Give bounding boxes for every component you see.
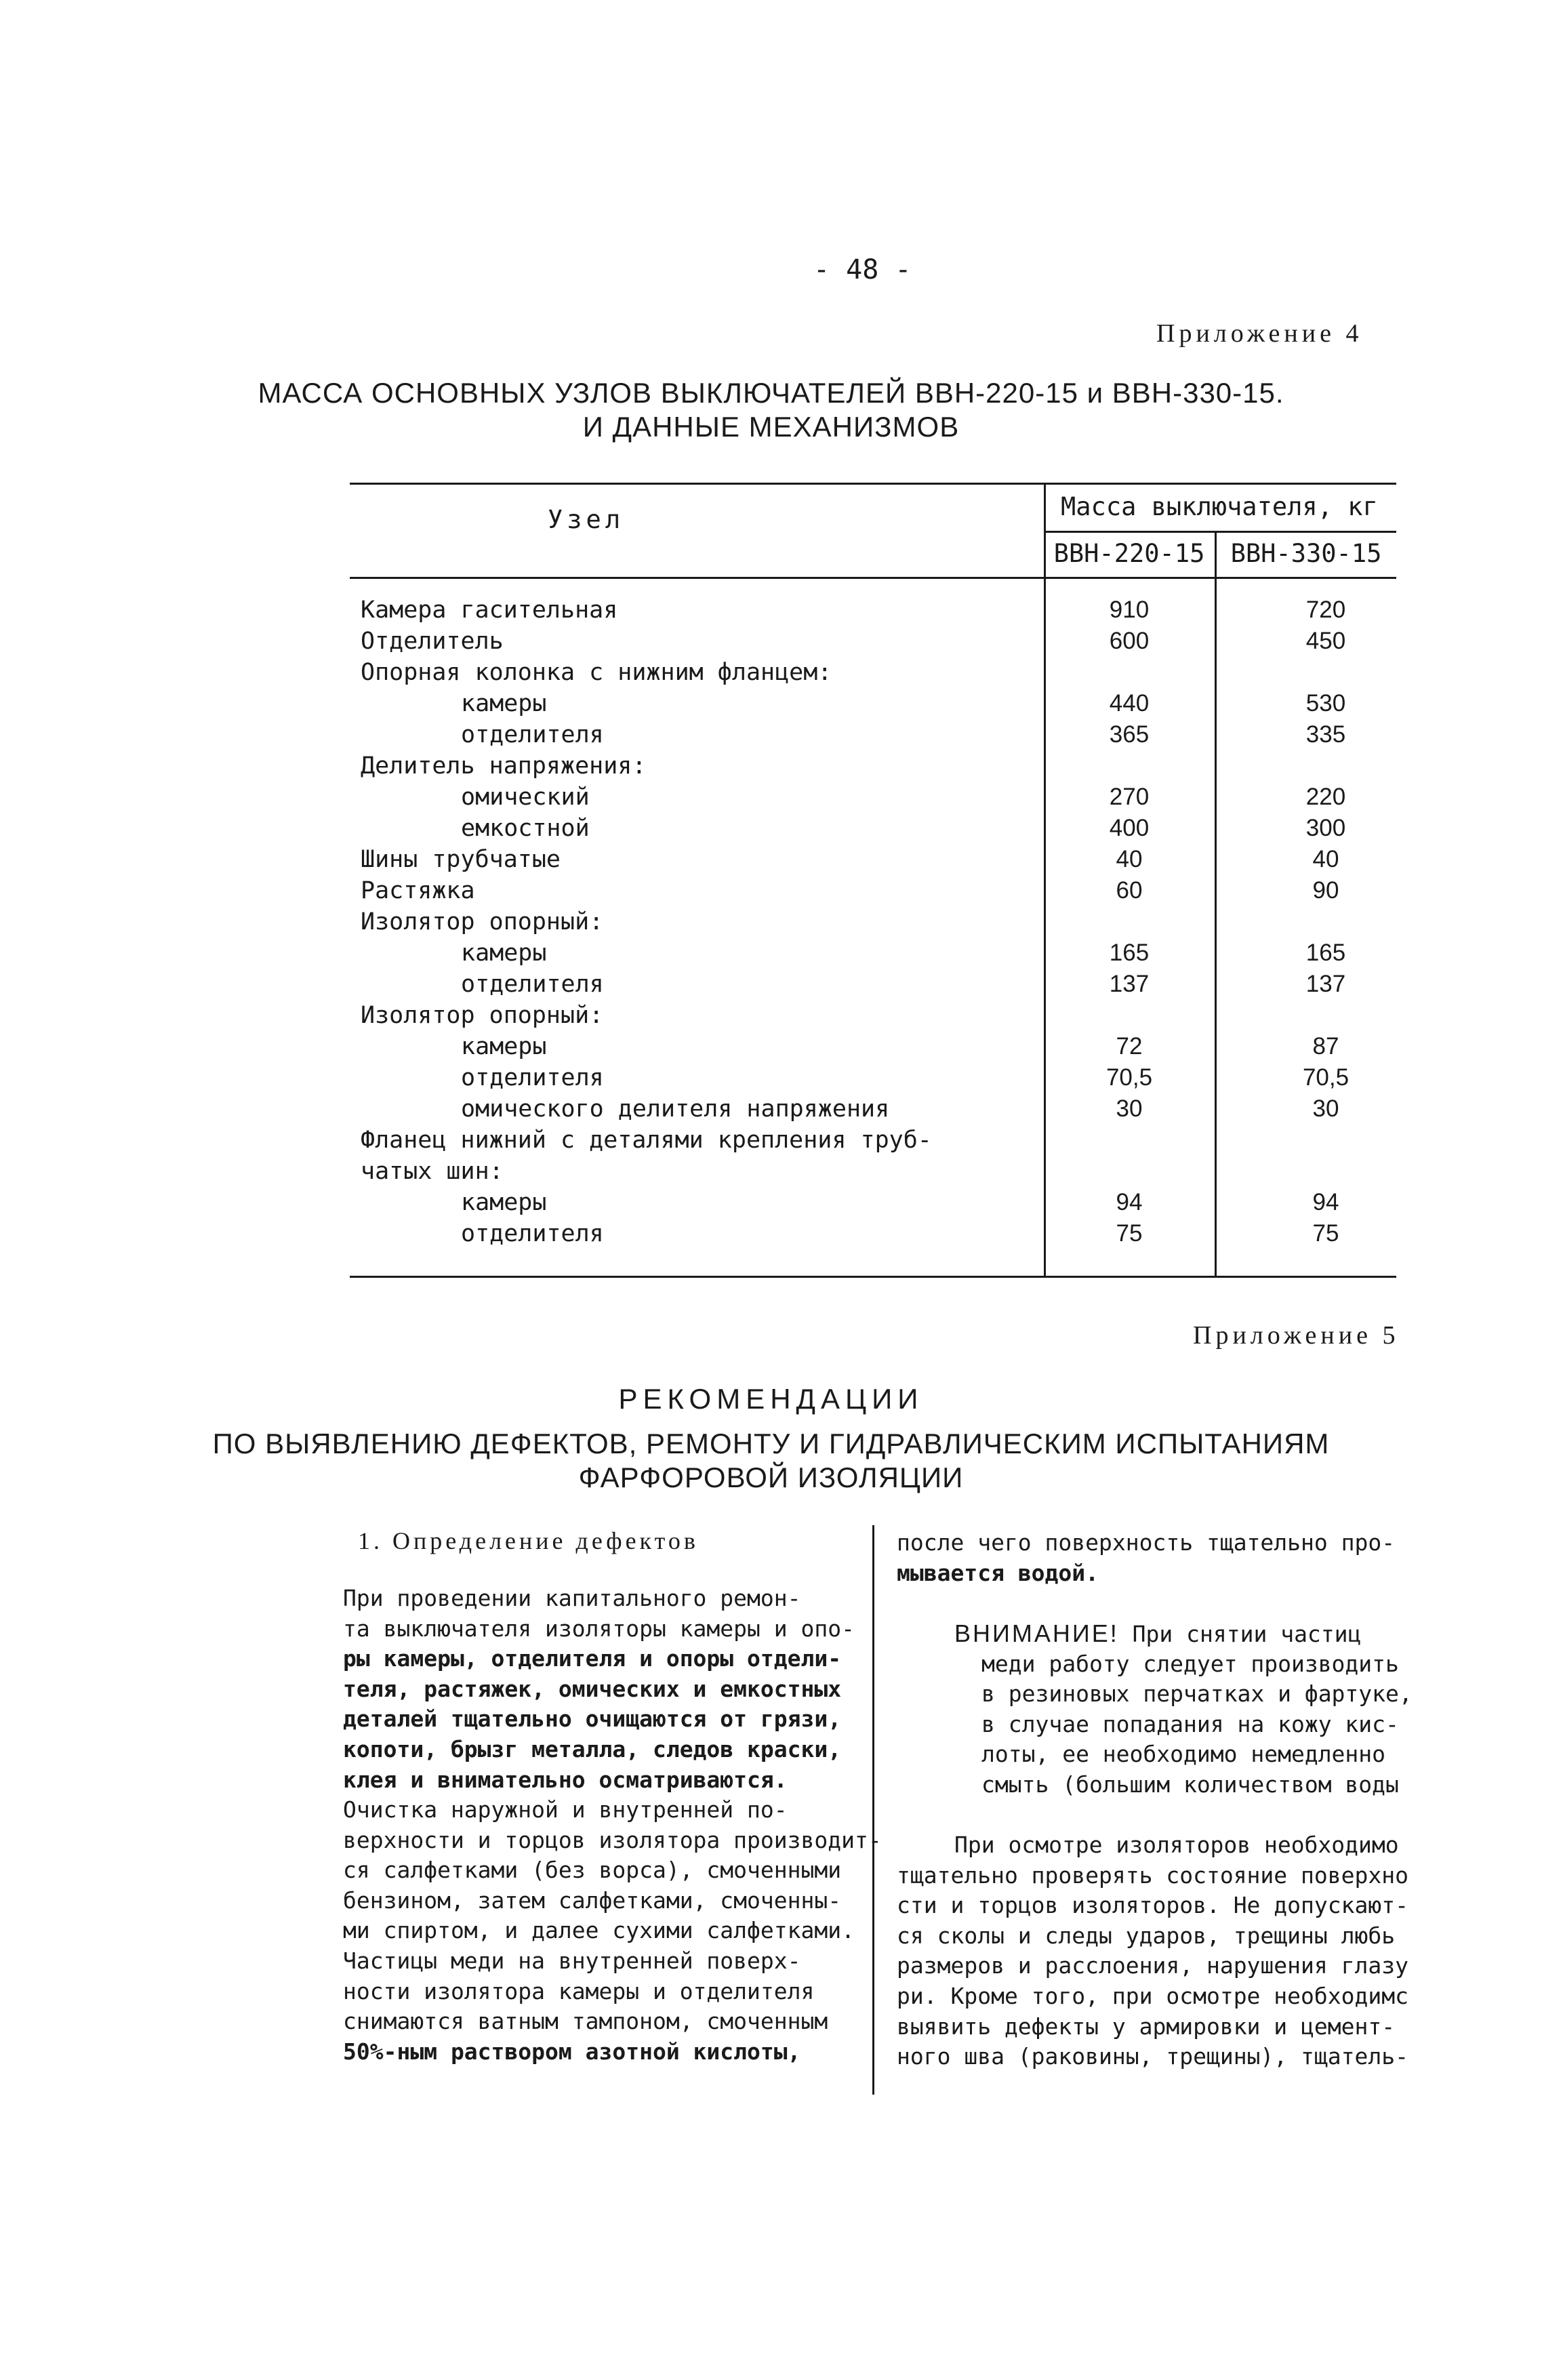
- table-row-label: Фланец нижний с деталями крепления труб-: [361, 1127, 932, 1154]
- text-line: тщательно проверять состояние поверхно: [897, 1861, 1408, 1889]
- table-row-label: чатых шин:: [361, 1158, 504, 1185]
- table-cell-vvn330: 40: [1312, 846, 1339, 872]
- text-line: ры камеры, отделителя и опоры отдели-: [343, 1645, 842, 1672]
- table-cell-vvn220: 72: [1116, 1033, 1143, 1060]
- left-paragraph-2: [343, 1795, 882, 1946]
- table-cell-vvn330: 220: [1305, 784, 1346, 810]
- text-line: клея и внимательно осматриваются.: [343, 1766, 788, 1793]
- text-line: смыть (большим количеством воды: [981, 1771, 1399, 1798]
- text-line: ности изолятора камеры и отделителя: [343, 1977, 815, 2004]
- table-row-label: камеры: [461, 940, 547, 967]
- text-line: после чего поверхность тщательно про-: [897, 1529, 1396, 1556]
- table-cell-vvn220: 94: [1116, 1189, 1143, 1215]
- table-row-label: отделителя: [461, 971, 604, 998]
- table-cell-vvn330: 70,5: [1302, 1064, 1350, 1091]
- table-row-label: отделителя: [461, 1064, 604, 1091]
- table-cell-vvn220: 600: [1109, 628, 1150, 654]
- table-row-label: емкостной: [461, 815, 590, 842]
- table-col-divider-1: [1044, 483, 1046, 1277]
- text-line: При проведении капитального ремон-: [343, 1585, 801, 1611]
- section-heading: 1. Определение дефектов: [358, 1527, 699, 1554]
- text-line: деталей тщательно очищаются от грязи,: [343, 1706, 842, 1733]
- text-line: меди работу следует производить: [981, 1650, 1399, 1677]
- table-cell-vvn330: 137: [1305, 971, 1346, 997]
- table-cell-vvn220: 60: [1116, 877, 1143, 904]
- table-row-label: Камера гасительная: [361, 597, 618, 624]
- table-header-vvn330: ВВН-330-15: [1230, 539, 1382, 568]
- table-col-divider-2: [1215, 531, 1217, 1277]
- table-header-mass: Масса выключателя, кг: [1061, 492, 1378, 521]
- left-paragraph-3: [343, 1946, 828, 2067]
- table-top-rule: [350, 483, 1396, 485]
- table-row-label: омический: [461, 784, 590, 811]
- left-paragraph-1: [343, 1584, 855, 1795]
- table-row-label: Шины трубчатые: [361, 846, 561, 873]
- appendix-5-subtitle-line2: ФАРФОРОВОЙ ИЗОЛЯЦИИ: [578, 1461, 964, 1493]
- table-row-label: Отделитель: [361, 628, 504, 655]
- table-cell-vvn330: 530: [1305, 690, 1346, 717]
- table-cell-vvn220: 137: [1109, 971, 1150, 997]
- table-cell-vvn330: 90: [1312, 877, 1339, 904]
- table-cell-vvn330: 75: [1312, 1220, 1339, 1247]
- table-row-label: Изолятор опорный:: [361, 1002, 604, 1029]
- right-paragraph-2: [897, 1830, 1408, 2072]
- text-line: та выключателя изоляторы камеры и опо-: [343, 1615, 855, 1642]
- appendix-5-label: Приложение 5: [1193, 1321, 1400, 1350]
- text-line: в резиновых перчатках и фартуке,: [981, 1680, 1413, 1708]
- table-row-label: отделителя: [461, 1220, 604, 1247]
- table-row-label: отделителя: [461, 721, 604, 748]
- text-line: верхности и торцов изолятора производит-: [343, 1826, 882, 1853]
- table-row-label: омического делителя напряжения: [461, 1095, 890, 1123]
- table-row-label: Растяжка: [361, 877, 475, 904]
- table-cell-vvn330: 94: [1312, 1189, 1339, 1215]
- text-line: ного шва (раковины, трещины), тщатель-: [897, 2043, 1408, 2070]
- table-cell-vvn220: 30: [1116, 1095, 1143, 1122]
- table-cell-vvn220: 165: [1109, 940, 1150, 966]
- table-cell-vvn330: 165: [1305, 940, 1346, 966]
- text-line: в случае попадания на кожу кис-: [981, 1710, 1399, 1737]
- text-line: ся салфетками (без ворса), смоченными: [343, 1857, 842, 1884]
- text-line: сти и торцов изоляторов. Не допускают-: [897, 1892, 1408, 1919]
- appendix-4-title-line1: МАССА ОСНОВНЫХ УЗЛОВ ВЫКЛЮЧАТЕЛЕЙ ВВН-220-15 и ВВН-330-15.: [258, 377, 1284, 409]
- text-line: мывается водой.: [897, 1559, 1099, 1586]
- text-line: ся сколы и следы ударов, трещины любь: [897, 1922, 1396, 1949]
- table-row-label: камеры: [461, 690, 547, 717]
- table-header-vvn220: ВВН-220-15: [1053, 539, 1205, 568]
- table-cell-vvn220: 70,5: [1105, 1064, 1153, 1091]
- table-row-label: камеры: [461, 1033, 547, 1060]
- warning-block: [954, 1619, 1413, 1800]
- table-cell-vvn220: 40: [1116, 846, 1143, 872]
- table-cell-vvn330: 450: [1305, 628, 1346, 654]
- table-cell-vvn330: 720: [1305, 597, 1346, 623]
- appendix-5-subtitle-line1: ПО ВЫЯВЛЕНИЮ ДЕФЕКТОВ, РЕМОНТУ И ГИДРАВЛИЧЕСКИМ ИСПЫТАНИЯМ: [212, 1428, 1330, 1459]
- page-number: - 48 -: [813, 254, 912, 285]
- table-cell-vvn220: 365: [1109, 721, 1150, 748]
- table-cell-vvn220: 440: [1109, 690, 1150, 717]
- table-cell-vvn220: 400: [1109, 815, 1150, 841]
- table-cell-vvn220: 910: [1109, 597, 1150, 623]
- warning-word: ВНИМАНИЕ!: [954, 1619, 1119, 1647]
- table-header-rule: [350, 577, 1396, 579]
- right-paragraph-0: [897, 1528, 1395, 1588]
- table-subheader-rule: [1044, 531, 1396, 533]
- text-line: размеров и расслоения, нарушения глазу: [897, 1952, 1408, 1979]
- text-line: ми спиртом, и далее сухими салфетками.: [343, 1917, 855, 1944]
- appendix-4-label: Приложение 4: [1156, 319, 1363, 348]
- text-line: копоти, брызг металла, следов краски,: [343, 1735, 842, 1762]
- text-line: выявить дефекты у армировки и цемент-: [897, 2013, 1396, 2040]
- table-cell-vvn330: 300: [1305, 815, 1346, 841]
- table-row-label: Изолятор опорный:: [361, 908, 604, 935]
- table-cell-vvn330: 335: [1305, 721, 1346, 748]
- table-row-label: камеры: [461, 1189, 547, 1216]
- text-line: бензином, затем салфетками, смоченны-: [343, 1887, 842, 1914]
- table-cell-vvn220: 270: [1109, 784, 1150, 810]
- text-line: При осмотре изоляторов необходимо: [954, 1832, 1399, 1858]
- appendix-4-title-line2: И ДАННЫЕ МЕХАНИЗМОВ: [582, 411, 960, 443]
- text-line: Частицы меди на внутренней поверх-: [343, 1948, 801, 1974]
- text-line: лоты, ее необходимо немедленно: [981, 1741, 1386, 1768]
- table-header-node: Узел: [548, 505, 625, 534]
- table-row-label: Делитель напряжения:: [361, 752, 647, 780]
- text-line: Очистка наружной и внутренней по-: [343, 1796, 788, 1823]
- table-cell-vvn330: 30: [1312, 1095, 1339, 1122]
- appendix-5-title: РЕКОМЕНДАЦИИ: [618, 1383, 924, 1415]
- table-cell-vvn330: 87: [1312, 1033, 1339, 1060]
- table-bottom-rule: [350, 1276, 1396, 1278]
- table-cell-vvn220: 75: [1116, 1220, 1143, 1247]
- text-line: теля, растяжек, омических и емкостных: [343, 1675, 842, 1702]
- text-line: 50%-ным раствором азотной кислоты,: [343, 2038, 801, 2065]
- table-row-label: Опорная колонка с нижним фланцем:: [361, 659, 832, 686]
- text-line: При снятии частиц: [1132, 1621, 1362, 1647]
- text-line: ри. Кроме того, при осмотре необходимс: [897, 1982, 1408, 2009]
- text-line: снимаются ватным тампоном, смоченным: [343, 2008, 828, 2035]
